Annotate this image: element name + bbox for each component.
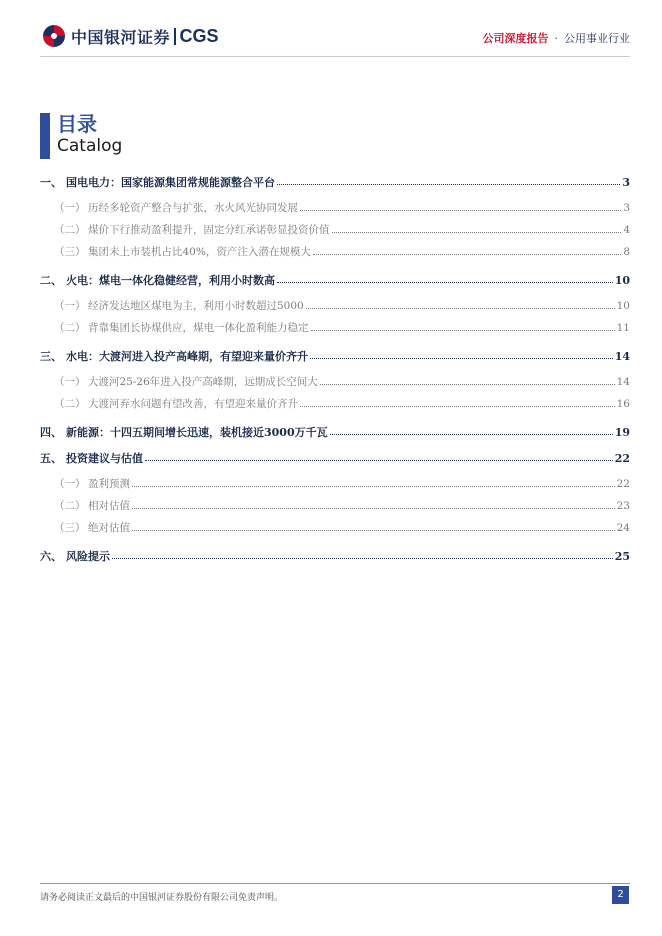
footer-divider [40,883,630,884]
toc-title: 风险提示 [66,550,110,563]
toc-number: （三） [54,522,86,534]
toc-leader-dots [320,383,615,385]
header-separator: · [554,32,558,45]
toc-number: （一） [54,202,86,214]
toc-page-number: 14 [616,376,630,388]
toc-page-number: 25 [614,550,630,563]
toc-page-number: 22 [616,478,630,490]
toc-leader-dots [300,209,621,211]
toc-title: 大渡河弃水问题有望改善，有望迎来量价齐升 [88,398,298,410]
report-category [483,30,631,46]
page-title: 目录 [57,112,97,136]
page-subtitle: Catalog [57,136,123,156]
toc-leader-dots [277,281,613,283]
toc-section[interactable] [40,200,630,218]
toc-leader-dots [311,329,615,331]
toc-number: （一） [54,478,86,490]
toc-title: 历经多轮资产整合与扩张，水火风光协同发展 [88,202,298,214]
toc-title: 大渡河25-26年进入投产高峰期，远期成长空间大 [88,376,318,388]
toc-title: 火电：煤电一体化稳健经营，利用小时数高 [66,274,275,287]
toc-section[interactable] [40,520,630,538]
toc-page-number: 22 [614,452,630,465]
toc-title: 国电电力：国家能源集团常规能源整合平台 [66,176,275,189]
toc-number: 六、 [40,550,62,563]
toc-page-number: 19 [614,426,630,439]
industry-label: 公用事业行业 [564,32,630,45]
toc-number: （一） [54,300,86,312]
toc-page-number: 10 [616,300,630,312]
toc-title: 背靠集团长协煤供应，煤电一体化盈利能力稳定 [88,322,309,334]
toc-title: 煤价下行推动盈利提升，固定分红承诺彰显投资价值 [88,224,330,236]
toc-number: 四、 [40,426,62,439]
toc-title: 新能源：十四五期间增长迅速，装机接近3000万千瓦 [66,426,328,439]
toc-page-number: 3 [622,176,630,189]
toc-title: 投资建议与估值 [66,452,143,465]
toc-leader-dots [332,231,622,233]
toc-page-number: 16 [616,398,630,410]
toc-chapter[interactable] [40,272,630,290]
toc-chapter[interactable] [40,450,630,468]
toc-leader-dots [300,405,615,407]
logo-mark-icon [42,24,66,48]
toc-title: 集团未上市装机占比40%，资产注入潜在规模大 [88,246,311,258]
toc-title: 经济发达地区煤电为主，利用小时数超过5000 [88,300,304,312]
toc-leader-dots [330,433,613,435]
toc-number: （二） [54,398,86,410]
toc-number: （二） [54,224,86,236]
toc-leader-dots [112,557,613,559]
logo-english-name: CGS [179,25,219,46]
toc-page-number: 11 [616,322,630,334]
toc-section[interactable] [40,396,630,414]
page-number: 2 [612,886,629,904]
toc-number: 五、 [40,452,62,465]
toc-page-number: 14 [614,350,630,363]
footer-disclaimer: 请务必阅读正文最后的中国银河证券股份有限公司免责声明。 [40,893,284,903]
toc-page-number: 23 [616,500,630,512]
toc-section[interactable] [40,498,630,516]
toc-section[interactable] [40,320,630,338]
company-logo [42,24,219,48]
toc-section[interactable] [40,298,630,316]
toc-title: 盈利预测 [88,478,130,490]
toc-leader-dots [306,307,615,309]
toc-page-number: 24 [616,522,630,534]
toc-leader-dots [310,357,613,359]
toc-chapter[interactable] [40,548,630,566]
logo-chinese-name: 中国银河证券 [71,27,171,47]
toc-page-number: 4 [623,224,630,236]
toc-number: （二） [54,322,86,334]
toc-title: 相对估值 [88,500,130,512]
toc-title: 水电：大渡河进入投产高峰期，有望迎来量价齐升 [66,350,308,363]
toc-page-number: 10 [614,274,630,287]
toc-section[interactable] [40,222,630,240]
toc-section[interactable] [40,476,630,494]
toc-leader-dots [132,507,615,509]
report-type-label: 公司深度报告 [482,32,549,45]
toc-leader-dots [145,459,613,461]
page-header [0,0,662,60]
toc-number: （三） [54,246,86,258]
toc-chapter[interactable] [40,174,630,192]
toc-chapter[interactable] [40,348,630,366]
toc-title: 绝对估值 [88,522,130,534]
toc-number: 一、 [40,176,62,189]
logo-divider [174,28,176,45]
toc-leader-dots [132,485,615,487]
toc-number: 二、 [40,274,62,287]
toc-number: 三、 [40,350,62,363]
toc-page-number: 8 [623,246,630,258]
toc-page-number: 3 [623,202,630,214]
toc-section[interactable] [40,374,630,392]
toc-leader-dots [277,183,620,185]
header-divider [40,56,630,57]
toc-leader-dots [313,253,621,255]
toc-section[interactable] [40,244,630,262]
title-accent-bar [40,113,50,159]
toc-leader-dots [132,529,615,531]
toc-number: （一） [54,376,86,388]
toc-number: （二） [54,500,86,512]
toc-chapter[interactable] [40,424,630,442]
